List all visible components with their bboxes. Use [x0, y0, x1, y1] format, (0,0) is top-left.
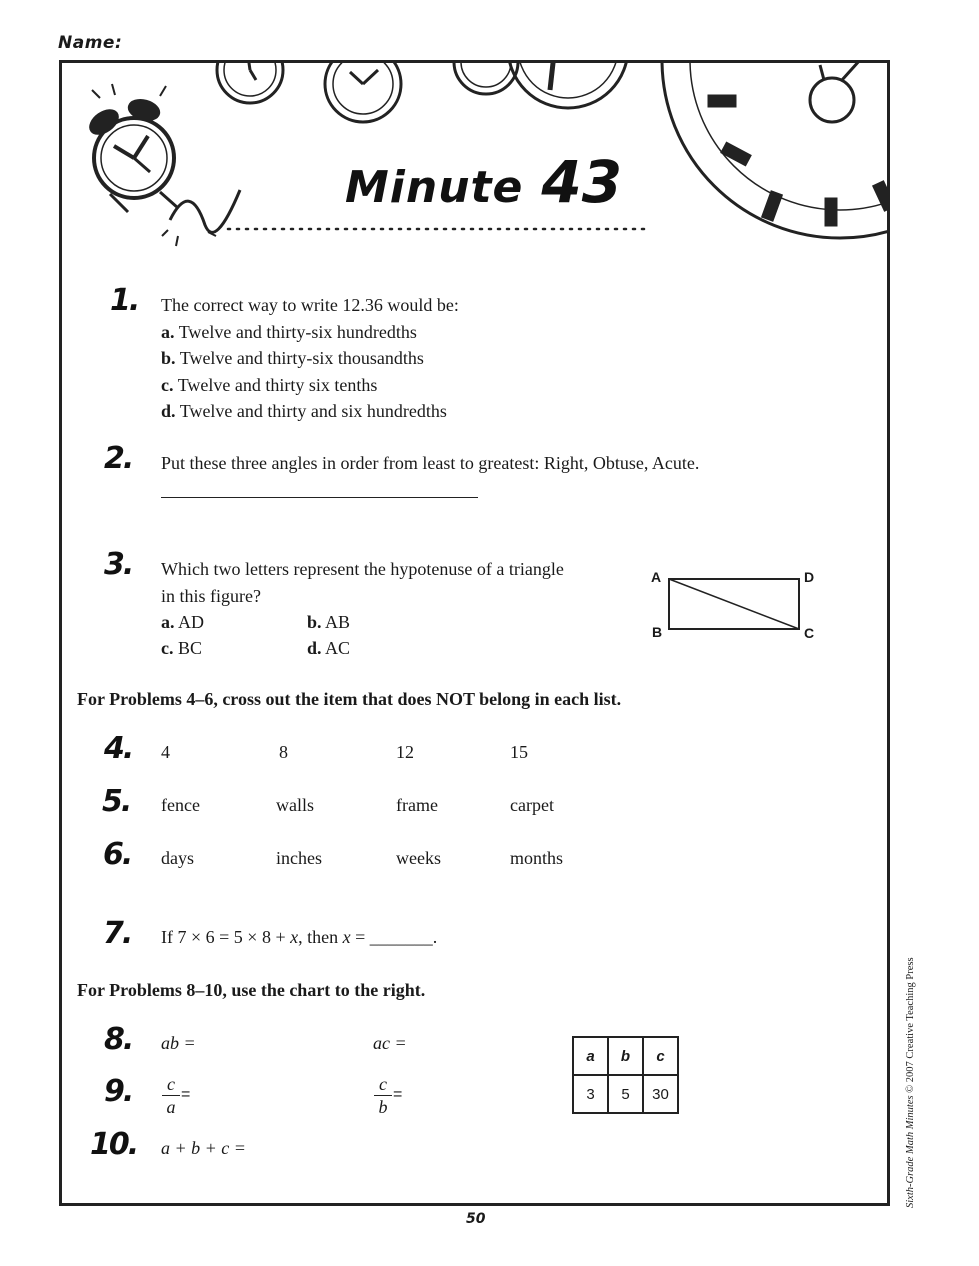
answer-option: a. AD	[161, 612, 205, 632]
chart-header: b	[608, 1037, 643, 1075]
instruction-text: For Problems 8–10, use the chart to the right.	[77, 980, 426, 1000]
chart-value-row	[573, 1075, 678, 1113]
problem-number: 3.	[104, 547, 133, 582]
page-title	[345, 148, 622, 216]
list-item[interactable]: 8	[279, 742, 288, 762]
chart-value: 3	[573, 1075, 608, 1113]
problem-number: 9.	[104, 1074, 133, 1109]
answer-option: d. AC	[307, 638, 351, 658]
chart-header-row	[573, 1037, 678, 1075]
expression-text: ac =	[373, 1033, 407, 1053]
title-number: 43	[541, 148, 623, 216]
value-chart	[572, 1036, 679, 1114]
list-item[interactable]: walls	[276, 795, 314, 815]
rectangle-diagonal-figure	[668, 577, 802, 631]
problem-number: 6.	[103, 837, 132, 872]
question-text: in this figure?	[161, 585, 261, 606]
copyright-credit: Sixth-Grade Math Minutes © 2007 Creative Teaching Press	[905, 957, 916, 1208]
small-clock-icon	[508, 0, 628, 108]
expression-text: a + b + c =	[161, 1138, 246, 1158]
small-clock-icon	[325, 46, 401, 122]
question-text: Which two letters represent the hypotenuse of a triangle	[161, 559, 564, 579]
answer-option: c. Twelve and thirty six tenths	[161, 374, 378, 395]
list-item[interactable]: 15	[510, 742, 528, 762]
list-item[interactable]: 4	[161, 742, 170, 762]
problem-1	[161, 292, 459, 425]
fraction: c b	[374, 1074, 392, 1117]
vertex-label: B	[652, 624, 663, 640]
vertex-label: A	[651, 569, 662, 585]
small-clock-icon	[217, 37, 283, 103]
answer-option: d. Twelve and thirty and six hundredths	[161, 401, 447, 421]
list-item[interactable]: carpet	[510, 795, 554, 815]
problem-3	[161, 556, 564, 609]
chart-header: c	[643, 1037, 678, 1075]
equals-sign: =	[181, 1086, 191, 1103]
vertex-label: D	[804, 569, 815, 585]
large-clock-icon	[662, 0, 979, 238]
expression-text: ab =	[161, 1033, 196, 1053]
chart-value: 5	[608, 1075, 643, 1113]
fraction: c a	[162, 1074, 180, 1117]
alarm-clock-icon	[85, 84, 240, 246]
instruction-text: For Problems 4–6, cross out the item that does NOT belong in each list.	[77, 689, 622, 709]
small-clock-icon	[454, 30, 518, 94]
question-text: Put these three angles in order from least to greatest: Right, Obtuse, Acute.	[161, 453, 700, 473]
title-word: Minute	[345, 162, 524, 213]
list-item[interactable]: frame	[396, 795, 438, 815]
answer-option: b. AB	[307, 612, 351, 632]
answer-option: a. Twelve and thirty-six hundredths	[161, 321, 417, 342]
list-item[interactable]: months	[510, 848, 564, 868]
chart-value: 30	[643, 1075, 678, 1113]
chart-header: a	[573, 1037, 608, 1075]
problem-number: 8.	[104, 1022, 133, 1057]
equals-sign: =	[393, 1086, 403, 1103]
list-item[interactable]: weeks	[396, 848, 441, 868]
equation-text: If 7 × 6 = 5 × 8 + x, then x = _______.	[161, 927, 438, 947]
problem-number: 4.	[104, 731, 133, 766]
problem-number: 2.	[104, 441, 133, 476]
problem-number: 7.	[103, 916, 132, 951]
problem-number: 10.	[90, 1127, 138, 1162]
list-item[interactable]: inches	[276, 848, 322, 868]
list-item[interactable]: 12	[396, 742, 414, 762]
vertex-label: C	[804, 625, 815, 641]
answer-blank[interactable]	[161, 497, 478, 498]
answer-option: b. Twelve and thirty-six thousandths	[161, 348, 424, 368]
page-number: 50	[466, 1211, 486, 1227]
list-item[interactable]: fence	[161, 795, 200, 815]
problem-number: 5.	[102, 784, 131, 819]
name-label: Name:	[58, 33, 123, 53]
problem-number: 1.	[110, 283, 139, 318]
list-item[interactable]: days	[161, 848, 194, 868]
answer-option: c. BC	[161, 638, 203, 658]
question-text: The correct way to write 12.36 would be:	[161, 295, 459, 315]
